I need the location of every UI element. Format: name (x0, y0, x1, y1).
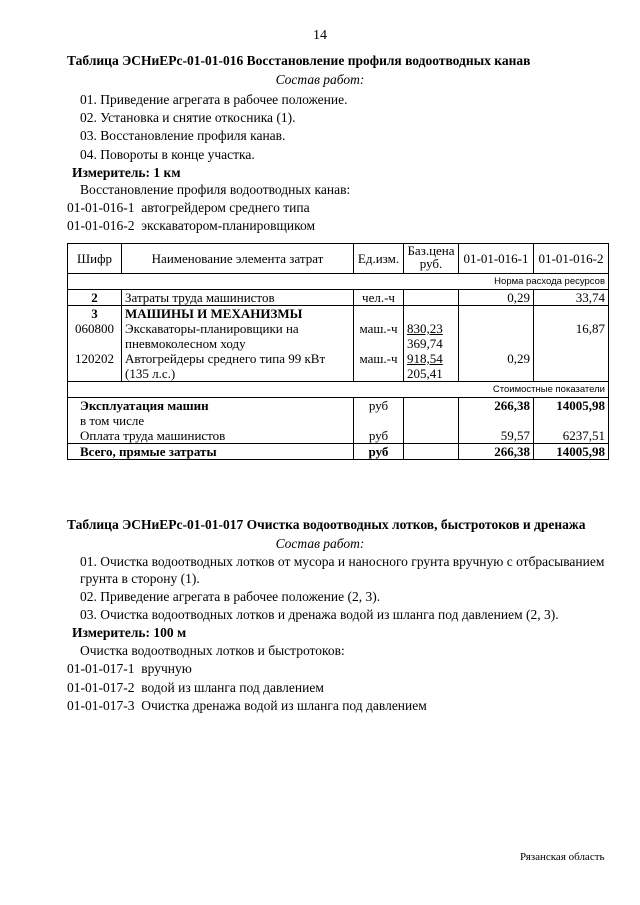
row-unit: маш.-ч (354, 321, 404, 351)
empty-cell (404, 444, 459, 460)
empty-cell (354, 306, 404, 322)
section2-step-3: 03. Очистка водоотводных лотков и дренажа водой из шланга под давлением (2, 3). (80, 607, 559, 622)
price-base: 830,23 (407, 321, 443, 336)
empty-cell (354, 413, 404, 428)
section2-meter: Измеритель: 100 м (72, 625, 187, 640)
row-unit: руб (354, 444, 404, 460)
row-value-2: 14005,98 (534, 444, 609, 460)
section2-code-3 (67, 698, 427, 714)
table-row (68, 306, 609, 322)
table-row (68, 444, 609, 460)
row-value-2: 6237,51 (534, 428, 609, 444)
row-name: Автогрейдеры среднего типа 99 кВт (135 л.с.) (122, 351, 354, 382)
row-name: Экскаваторы-планировщики на пневмоколесном ходу (122, 321, 354, 351)
code-text: экскаватором-планировщиком (141, 218, 316, 233)
code-number: 01-01-016-2 (67, 218, 135, 233)
table-row (68, 290, 609, 306)
row-value-1 (459, 321, 534, 351)
table-row (68, 428, 609, 444)
table-row (68, 351, 609, 382)
header-col2: 01-01-016-2 (534, 244, 609, 274)
row-value-1: 266,38 (459, 398, 534, 414)
resource-table (67, 243, 609, 460)
section1-meter: Измеритель: 1 км (72, 165, 181, 180)
empty-cell (459, 413, 534, 428)
section1-step-4: 04. Повороты в конце участка. (80, 147, 255, 162)
code-number: 01-01-017-3 (67, 698, 135, 713)
row-value-2: 33,74 (534, 290, 609, 306)
section1-code-2 (67, 218, 315, 234)
row-name: Затраты труда машинистов (122, 290, 354, 306)
code-text: вручную (141, 661, 192, 676)
row-price (404, 321, 459, 351)
row-value-1: 0,29 (459, 351, 534, 382)
empty-cell (404, 428, 459, 444)
table-header-row (68, 244, 609, 274)
row-name: Оплата труда машинистов (68, 428, 354, 444)
empty-cell (534, 306, 609, 322)
table-row (68, 398, 609, 414)
row-value-1: 0,29 (459, 290, 534, 306)
cost-label: Стоимостные показатели (68, 382, 609, 398)
row-code: 060800 (68, 321, 122, 351)
section1-intro: Восстановление профиля водоотводных канав: (80, 182, 351, 197)
table-row-norm-label (68, 274, 609, 290)
row-value-2: 14005,98 (534, 398, 609, 414)
row-unit: руб (354, 428, 404, 444)
row-code: 120202 (68, 351, 122, 382)
code-text: водой из шланга под давлением (141, 680, 324, 695)
header-code: Шифр (68, 244, 122, 274)
section1-title: Таблица ЭСНиЕРс-01-01-016 Восстановление профиля водоотводных канав (67, 53, 531, 68)
code-number: 01-01-016-1 (67, 200, 135, 215)
section2-title: Таблица ЭСНиЕРс-01-01-017 Очистка водоотводных лотков, быстротоков и дренажа (67, 517, 586, 532)
header-name: Наименование элемента затрат (122, 244, 354, 274)
header-price: Баз.цена руб. (404, 244, 459, 274)
section2-intro: Очистка водоотводных лотков и быстротоков: (80, 643, 345, 658)
section1-code-1 (67, 200, 310, 216)
header-col1: 01-01-016-1 (459, 244, 534, 274)
section2-step-2: 02. Приведение агрегата в рабочее положение (2, 3). (80, 589, 381, 604)
section1-step-2: 02. Установка и снятие откосника (1). (80, 110, 296, 125)
section1-step-3: 03. Восстановление профиля канав. (80, 128, 286, 143)
row-name: МАШИНЫ И МЕХАНИЗМЫ (122, 306, 354, 322)
code-number: 01-01-017-2 (67, 680, 135, 695)
section2-subtitle: Состав работ: (275, 536, 365, 551)
table-row (68, 413, 609, 428)
empty-cell (459, 306, 534, 322)
row-unit: руб (354, 398, 404, 414)
code-text: автогрейдером среднего типа (141, 200, 310, 215)
row-value-1: 266,38 (459, 444, 534, 460)
empty-cell (404, 413, 459, 428)
row-value-1: 59,57 (459, 428, 534, 444)
row-name: в том числе (68, 413, 354, 428)
price-extra: 369,74 (407, 336, 443, 351)
table-row-cost-label (68, 382, 609, 398)
price-extra: 205,41 (407, 366, 443, 381)
row-name: Эксплуатация машин (68, 398, 354, 414)
section2-step-1b: грунта в сторону (1). (80, 571, 200, 586)
row-price (404, 290, 459, 306)
empty-cell (404, 306, 459, 322)
table-row (68, 321, 609, 351)
row-code: 3 (68, 306, 122, 322)
row-unit: чел.-ч (354, 290, 404, 306)
footer-region: Рязанская область (520, 851, 605, 863)
price-base: 918,54 (407, 351, 443, 366)
section2-step-1a: 01. Очистка водоотводных лотков от мусора и наносного грунта вручную с отбрасыванием (80, 554, 605, 569)
row-price (404, 351, 459, 382)
section1-step-1: 01. Приведение агрегата в рабочее положение. (80, 92, 348, 107)
section1-subtitle: Состав работ: (275, 72, 365, 87)
page-number: 14 (313, 28, 327, 43)
row-code: 2 (68, 290, 122, 306)
empty-cell (534, 413, 609, 428)
section2-code-2 (67, 680, 324, 696)
code-text: Очистка дренажа водой из шланга под давлением (141, 698, 427, 713)
row-value-2: 16,87 (534, 321, 609, 351)
code-number: 01-01-017-1 (67, 661, 135, 676)
row-unit: маш.-ч (354, 351, 404, 382)
norm-label: Норма расхода ресурсов (68, 274, 609, 290)
header-unit: Ед.изм. (354, 244, 404, 274)
section2-code-1 (67, 661, 192, 677)
empty-cell (404, 398, 459, 414)
row-name: Всего, прямые затраты (68, 444, 354, 460)
row-value-2 (534, 351, 609, 382)
